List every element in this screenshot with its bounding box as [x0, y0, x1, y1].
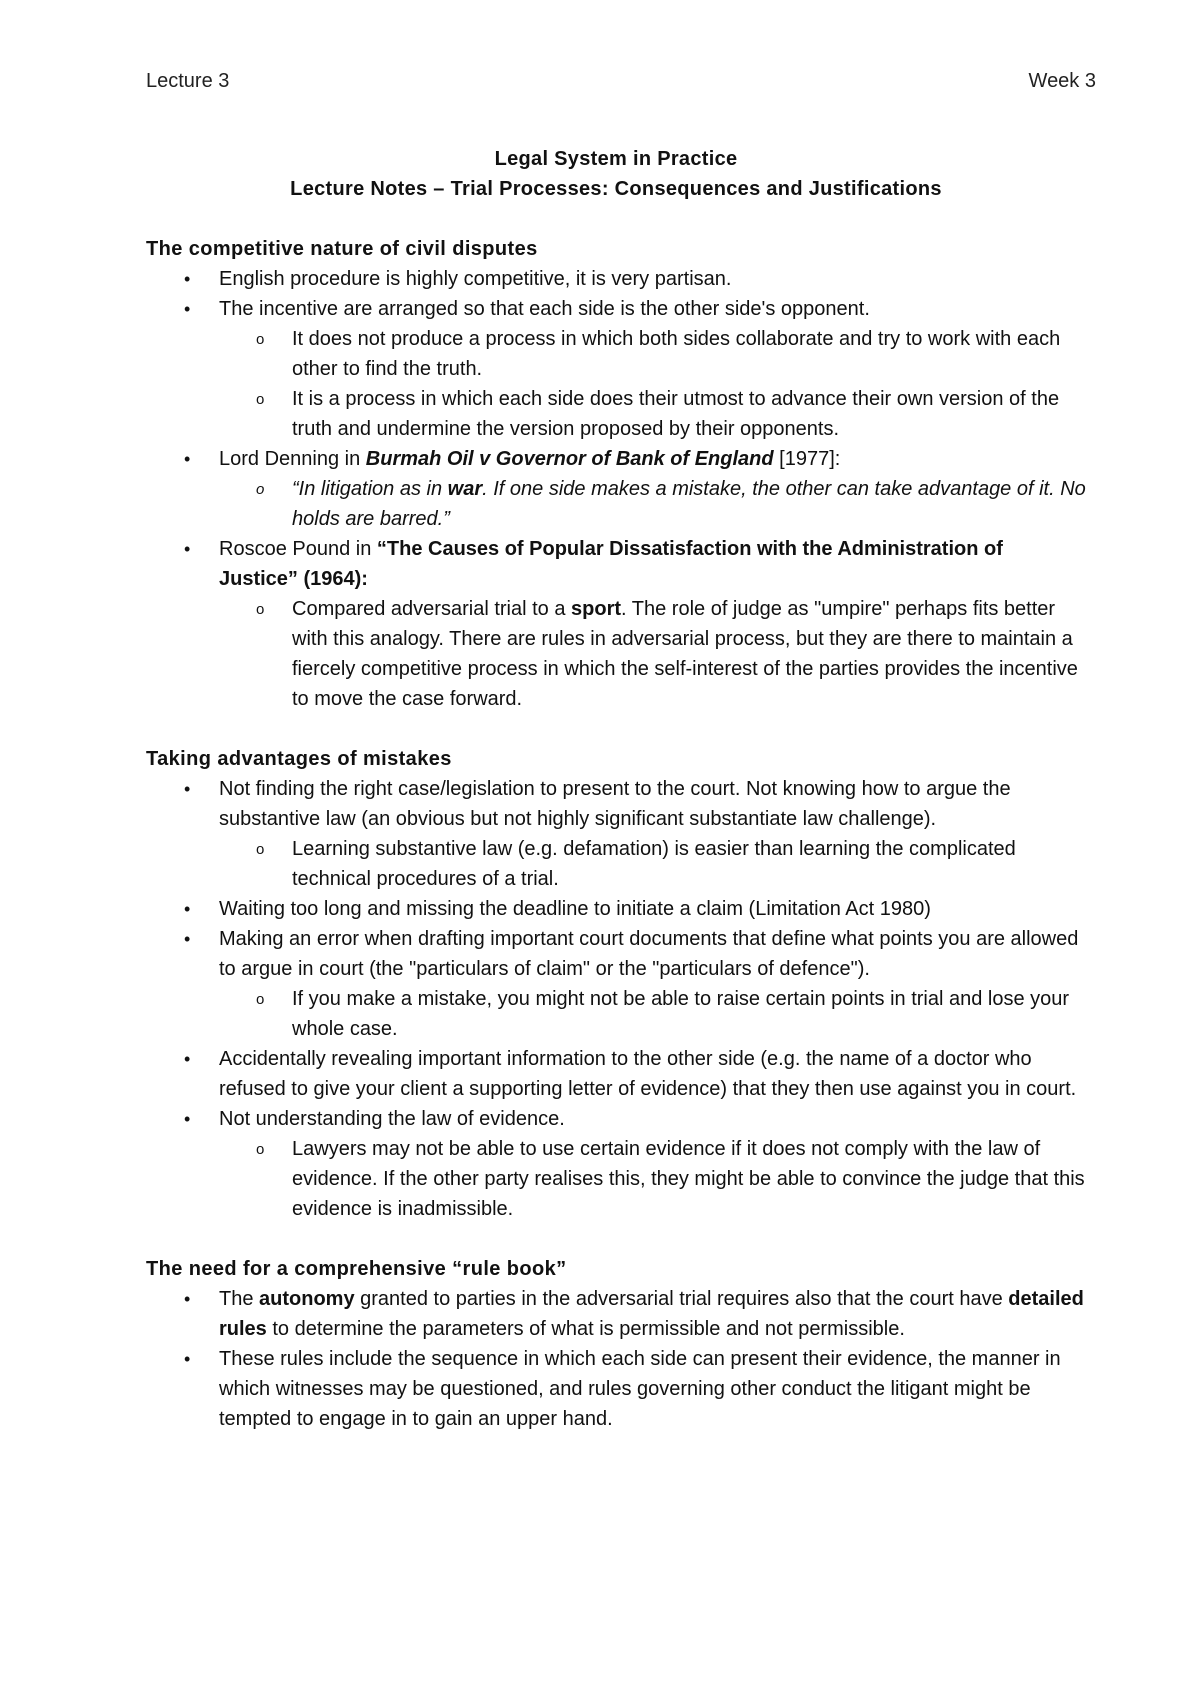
bullet-text: These rules include the sequence in which each side can present their evidence, the manner in which witnesses may be questioned, and rules governing other conduct the litigant might be tempted to engage in to gain an upper hand.	[219, 1348, 1061, 1430]
quote-text: . If one side makes a mistake, the other can take advantage of it. No holds are barred.”	[292, 478, 1086, 530]
sub-bullet-text: If you make a mistake, you might not be able to raise certain points in trial and lose your whole case.	[292, 988, 1070, 1040]
bullet-text: Not understanding the law of evidence.	[219, 1108, 565, 1130]
sub-bullet-item	[146, 474, 1086, 534]
bullet-marker: •	[184, 1289, 191, 1309]
spacer	[146, 204, 1086, 234]
emphasis-text: war	[447, 478, 483, 500]
bullet-item	[146, 444, 1086, 474]
bullet-marker: •	[184, 449, 191, 469]
bullet-text: granted to parties in the adversarial trial requires also that the court have	[354, 1288, 1009, 1310]
sub-bullet-item	[146, 984, 1086, 1044]
document-title: Legal System in Practice	[494, 148, 738, 170]
document-subtitle: Lecture Notes – Trial Processes: Consequences and Justifications	[290, 178, 942, 200]
quote-text: “In litigation as in	[292, 478, 448, 500]
bullet-marker: •	[184, 539, 191, 559]
sub-bullet-text: Compared adversarial trial to a	[292, 598, 572, 620]
sub-bullet-marker: o	[256, 481, 265, 498]
sub-bullet-text: It does not produce a process in which both sides collaborate and try to work with each other to find the truth.	[292, 328, 1061, 380]
bullet-marker: •	[184, 929, 191, 949]
sub-bullet-marker: o	[256, 841, 265, 858]
emphasis-text: sport	[571, 598, 622, 620]
sub-bullet-text: Lawyers may not be able to use certain evidence if it does not comply with the law of evidence. If the other party realises this, they might be able to convince the judge that this evidence is inadmissible.	[292, 1138, 1085, 1220]
bullet-item	[146, 1044, 1086, 1104]
emphasis-text: detailed rules	[219, 1288, 1084, 1340]
sub-bullet-text: . The role of judge as "umpire" perhaps fits better with this analogy. There are rules in adversarial process, but they are there to maintain a fiercely competitive process in which the self-interest of the parties provides the incentive to move the case forward.	[292, 598, 1078, 710]
bullet-item	[146, 894, 1086, 924]
sub-bullet-item	[146, 1134, 1086, 1224]
sub-bullet-item	[146, 834, 1086, 894]
emphasis-text: autonomy	[259, 1288, 355, 1310]
bullet-marker: •	[184, 1049, 191, 1069]
sub-bullet-marker: o	[256, 601, 265, 618]
bullet-text: Accidentally revealing important information to the other side (e.g. the name of a doctor who refused to give your client a supporting letter of evidence) that they then use against you in court.	[219, 1048, 1077, 1100]
bullet-item	[146, 294, 1086, 324]
bullet-marker: •	[184, 299, 191, 319]
bullet-text: English procedure is highly competitive, it is very partisan.	[219, 268, 732, 290]
sub-bullet-text: It is a process in which each side does their utmost to advance their own version of the truth and undermine the version proposed by their opponents.	[292, 388, 1060, 440]
section-heading-rule-book: The need for a comprehensive “rule book”	[146, 1258, 567, 1280]
section-heading-mistakes: Taking advantages of mistakes	[146, 748, 452, 770]
bullet-text: Lord Denning in	[219, 448, 366, 470]
bullet-text: Roscoe Pound in	[219, 538, 377, 560]
spacer	[146, 714, 1086, 744]
sub-bullet-marker: o	[256, 991, 265, 1008]
bullet-text: Waiting too long and missing the deadline to initiate a claim (Limitation Act 1980)	[219, 898, 931, 920]
sub-bullet-text: Learning substantive law (e.g. defamation) is easier than learning the complicated technical procedures of a trial.	[292, 838, 1016, 890]
bullet-marker: •	[184, 269, 191, 289]
bullet-text: to determine the parameters of what is permissible and not permissible.	[266, 1318, 905, 1340]
bullet-item	[146, 264, 1086, 294]
work-title: “The Causes of Popular Dissatisfaction with the Administration of Justice” (1964):	[219, 538, 1003, 590]
bullet-item	[146, 1284, 1086, 1344]
section-heading-competitive: The competitive nature of civil disputes	[146, 238, 538, 260]
bullet-item	[146, 774, 1086, 834]
bullet-item	[146, 1104, 1086, 1134]
sub-bullet-marker: o	[256, 391, 265, 408]
sub-bullet-item	[146, 594, 1086, 714]
bullet-text: Not finding the right case/legislation to present to the court. Not knowing how to argue the substantive law (an obvious but not highly significant substantiate law challenge).	[219, 778, 1011, 830]
bullet-marker: •	[184, 1349, 191, 1369]
document-body	[146, 144, 1086, 1434]
sub-bullet-item	[146, 384, 1086, 444]
spacer	[146, 1224, 1086, 1254]
sub-bullet-item	[146, 324, 1086, 384]
case-name: Burmah Oil v Governor of Bank of England	[365, 448, 774, 470]
bullet-text: The	[219, 1288, 260, 1310]
header-week: Week 3	[1028, 70, 1096, 92]
bullet-text: Making an error when drafting important court documents that define what points you are allowed to argue in court (the "particulars of claim" or the "particulars of defence").	[219, 928, 1079, 980]
bullet-text: [1977]:	[773, 448, 841, 470]
bullet-item	[146, 924, 1086, 984]
sub-bullet-marker: o	[256, 331, 265, 348]
bullet-marker: •	[184, 899, 191, 919]
bullet-marker: •	[184, 1109, 191, 1129]
bullet-item	[146, 1344, 1086, 1434]
sub-bullet-marker: o	[256, 1141, 265, 1158]
header-lecture: Lecture 3	[146, 70, 230, 92]
bullet-item	[146, 534, 1086, 594]
bullet-marker: •	[184, 779, 191, 799]
bullet-text: The incentive are arranged so that each side is the other side's opponent.	[219, 298, 870, 320]
